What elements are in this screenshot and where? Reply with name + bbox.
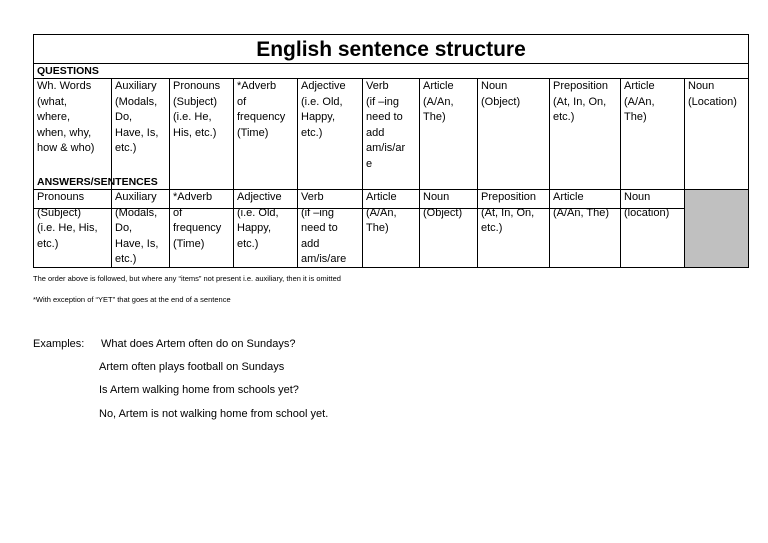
a-cell-noun-object: Noun (Object) [420,190,478,267]
q-cell-article: Article (A/An, The) [420,79,478,208]
q-cell-noun-object: Noun (Object) [478,79,550,208]
note-order: The order above is followed, but where any “items” not present i.e. auxiliary, then it is omitted [33,274,341,283]
note-yet-exception: *With exception of “YET” that goes at the end of a sentence [33,295,231,304]
a-cell-auxiliary: Auxiliary (Modals, Do, Have, Is, etc.) [112,190,170,267]
questions-header: QUESTIONS [34,64,748,79]
example-line-3: Is Artem walking home from schools yet? [99,384,299,396]
structure-table [33,34,749,268]
answers-header: ANSWERS/SENTENCES [34,175,748,190]
example-line-1: What does Artem often do on Sundays? [101,338,296,350]
a-cell-empty-grey [685,190,748,267]
q-cell-adjective: Adjective (i.e. Old, Happy, etc.) [298,79,363,208]
q-cell-verb: Verb (if –ing need to add am/is/ar e [363,79,420,208]
q-cell-auxiliary: Auxiliary (Modals, Do, Have, Is, etc.) [112,79,170,208]
a-cell-article-2: Article (A/An, The) [550,190,621,267]
a-cell-article: Article (A/An, The) [363,190,420,267]
table-title: English sentence structure [34,35,748,64]
a-cell-verb: Verb (if –ing need to add am/is/are [298,190,363,267]
q-cell-article-2: Article (A/An, The) [621,79,685,208]
examples-label: Examples: [33,338,85,350]
q-cell-wh-words: Wh. Words (what, where, when, why, how & who) [34,79,112,208]
q-cell-preposition: Preposition (At, In, On, etc.) [550,79,621,208]
q-cell-adverb: *Adverb of frequency (Time) [234,79,298,208]
a-cell-adjective: Adjective (i.e. Old, Happy, etc.) [234,190,298,267]
a-cell-noun-location: Noun (location) [621,190,685,267]
a-cell-pronouns: Pronouns (Subject) (i.e. He, His, etc.) [34,190,112,267]
answers-row [34,190,748,267]
q-cell-pronouns: Pronouns (Subject) (i.e. He, His, etc.) [170,79,234,208]
q-cell-noun-location: Noun (Location) [688,80,737,108]
a-cell-preposition: Preposition (At, In, On, etc.) [478,190,550,267]
example-line-4: No, Artem is not walking home from school yet. [99,408,329,420]
example-line-2: Artem often plays football on Sundays [99,361,285,373]
a-cell-adverb: *Adverb of frequency (Time) [170,190,234,267]
